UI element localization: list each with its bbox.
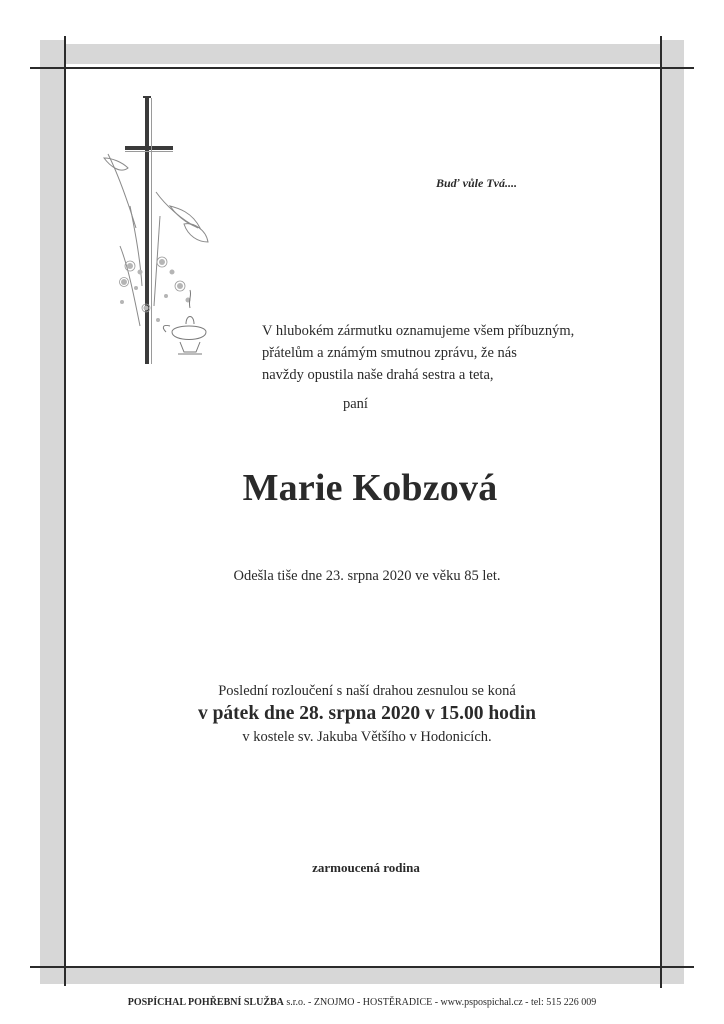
intro-text bbox=[262, 320, 574, 386]
intro-line: V hlubokém zármutku oznamujeme všem příbuzným, bbox=[262, 323, 575, 339]
farewell-notice bbox=[0, 680, 724, 748]
frame-shadow-bottom bbox=[40, 966, 684, 984]
footer-contact: s.r.o. - ZNOJMO - HOSTĚRADICE - www.pspospichal.cz - tel: 515 226 009 bbox=[283, 997, 597, 1008]
frame-line-top bbox=[30, 67, 694, 69]
cross-with-lilies-icon bbox=[100, 96, 220, 368]
frame-shadow-left bbox=[40, 40, 64, 984]
farewell-datetime: v pátek dne 28. srpna 2020 v 15.00 hodin bbox=[197, 703, 537, 724]
signature: zarmoucená rodina bbox=[312, 860, 420, 875]
motto: Buď vůle Tvá.... bbox=[436, 176, 517, 190]
frame-line-left bbox=[64, 36, 66, 986]
frame-shadow-top bbox=[40, 44, 684, 64]
intro-line: přátelům a známým smutnou zprávu, že nás bbox=[262, 345, 517, 361]
intro-line: navždy opustila naše drahá sestra a teta, bbox=[262, 367, 494, 383]
farewell-line: Poslední rozloučení s naší drahou zesnulou se koná bbox=[218, 683, 516, 699]
honorific: paní bbox=[343, 396, 368, 412]
frame-line-right bbox=[660, 36, 662, 988]
frame-shadow-right bbox=[662, 40, 684, 984]
death-notice: Odešla tiše dne 23. srpna 2020 ve věku 85 let. bbox=[233, 568, 501, 584]
footer bbox=[0, 997, 724, 1008]
frame-line-bottom bbox=[30, 966, 694, 968]
farewell-location: v kostele sv. Jakuba Většího v Hodonicích. bbox=[242, 729, 492, 745]
footer-company: POSPÍCHAL POHŘEBNÍ SLUŽBA bbox=[127, 997, 284, 1008]
deceased-name: Marie Kobzová bbox=[242, 467, 498, 509]
